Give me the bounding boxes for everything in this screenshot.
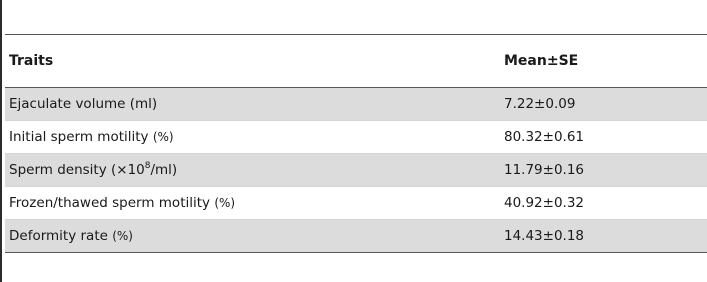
trait-label: Sperm density (×10 (9, 162, 145, 178)
value-cell: 7.22±0.09 (504, 96, 576, 112)
header-mean-se: Mean±SE (504, 53, 579, 69)
trait-unit: (%) (214, 196, 236, 210)
trait-label: Deformity rate (9, 228, 113, 244)
table-row (5, 88, 707, 121)
trait-cell (5, 162, 504, 178)
trait-cell (5, 195, 504, 211)
trait-label: Frozen/thawed sperm motility (9, 195, 215, 211)
header-traits: Traits (9, 53, 54, 69)
table-row (5, 154, 707, 187)
left-border-line (0, 0, 2, 282)
value-cell: 11.79±0.16 (504, 162, 585, 178)
table-row (5, 220, 707, 253)
trait-cell (5, 228, 504, 244)
trait-label-suffix: /ml) (150, 162, 178, 178)
table-row (5, 121, 707, 154)
trait-cell (5, 129, 504, 145)
table-row (5, 187, 707, 220)
trait-label: Initial sperm motility (9, 129, 153, 145)
value-cell: 80.32±0.61 (504, 129, 585, 145)
value-cell: 40.92±0.32 (504, 195, 585, 211)
value-cell: 14.43±0.18 (504, 228, 585, 244)
trait-unit: (%) (112, 229, 133, 243)
table-header-row (5, 35, 707, 88)
data-table (5, 34, 707, 253)
trait-cell (5, 96, 504, 112)
trait-label: Ejaculate volume (ml) (9, 96, 158, 112)
trait-unit: (%) (152, 130, 174, 144)
trait-exponent: 8 (144, 160, 151, 171)
